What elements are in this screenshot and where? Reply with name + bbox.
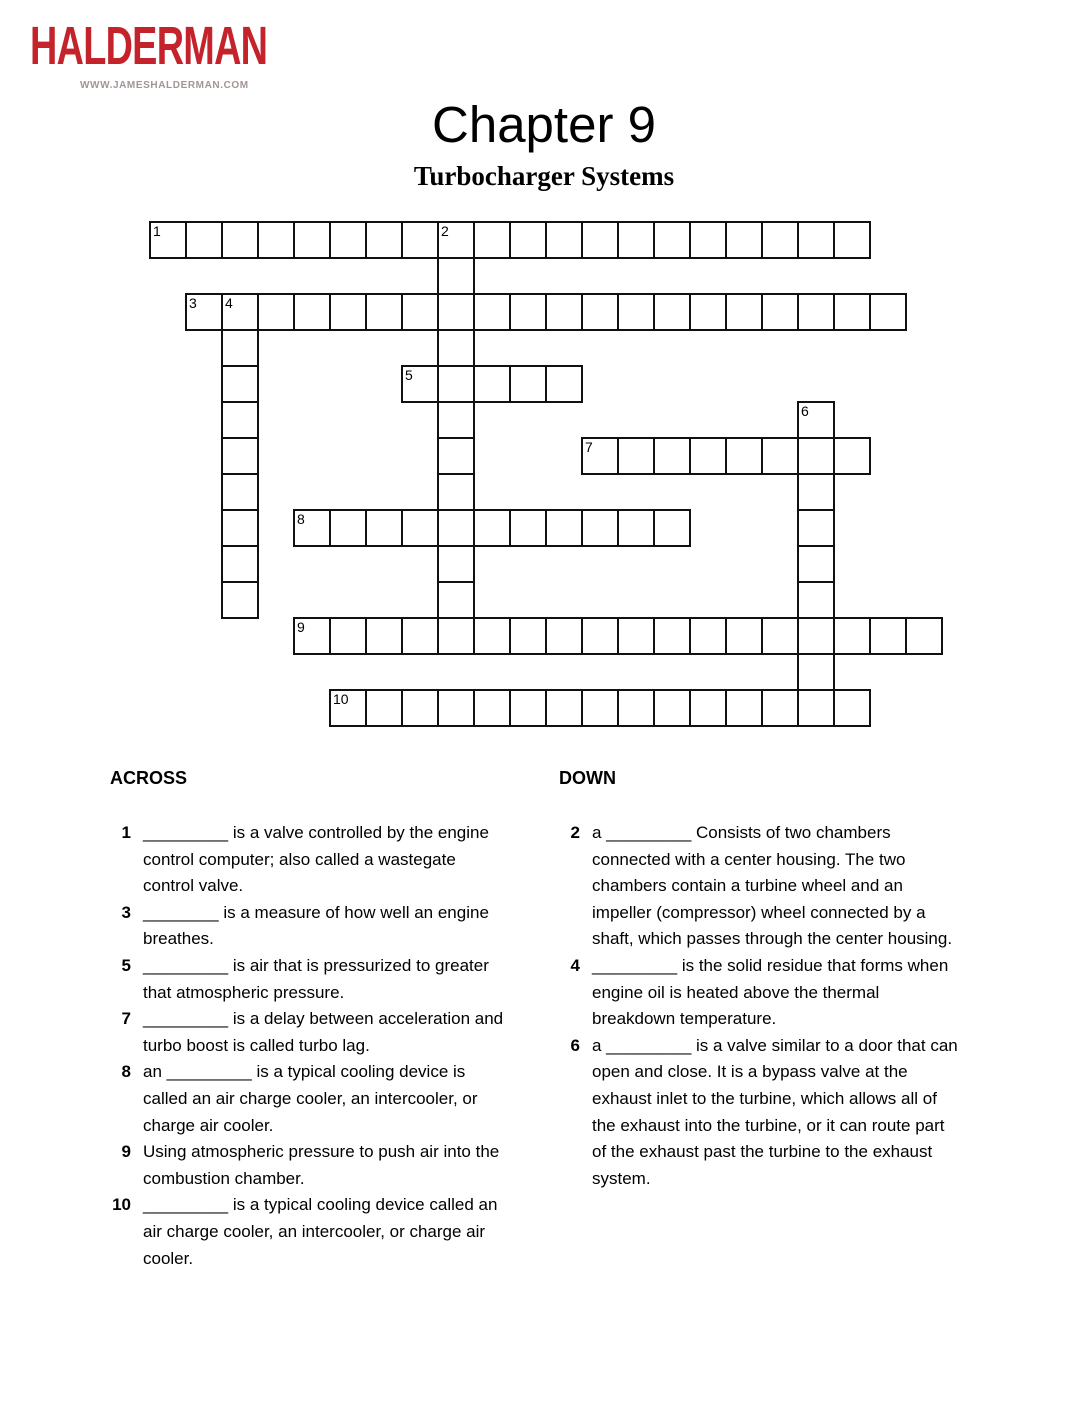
clue-number: 7	[121, 1009, 131, 1029]
clue-number: 9	[121, 1142, 131, 1162]
cell-separator	[293, 223, 295, 257]
cell-separator	[725, 691, 727, 725]
clue-number: 4	[570, 955, 580, 975]
cell-separator	[223, 473, 257, 475]
cell-separator	[509, 619, 511, 653]
cell-separator	[437, 691, 439, 725]
across-clue-7	[100, 1006, 520, 1059]
cell-separator	[509, 295, 511, 329]
cell-separator	[545, 691, 547, 725]
cell-separator	[545, 619, 547, 653]
cell-separator	[223, 581, 257, 583]
cell-separator	[509, 511, 511, 545]
cell-separator	[617, 691, 619, 725]
cell-separator	[725, 439, 727, 473]
clue-text: _________ is a delay between acceleration and turbo boost is called turbo lag.	[143, 1009, 504, 1055]
cell-separator	[509, 367, 511, 401]
cell-separator	[223, 365, 257, 367]
cell-separator	[437, 511, 439, 545]
cell-separator	[869, 619, 871, 653]
across-clues-section	[100, 768, 520, 1272]
cell-separator	[617, 295, 619, 329]
clue-number: 6	[570, 1035, 580, 1055]
cell-separator	[439, 437, 473, 439]
cell-separator	[799, 581, 833, 583]
cell-separator	[365, 619, 367, 653]
across-clue-1	[100, 820, 520, 900]
logo-website-text: WWW.JAMESHALDERMAN.COM	[80, 80, 249, 91]
cell-separator	[365, 511, 367, 545]
cell-number-7: 7	[585, 439, 593, 455]
page-subtitle: Turbocharger Systems	[413, 161, 675, 191]
cell-number-4: 4	[225, 295, 233, 311]
clue-number: 5	[121, 955, 131, 975]
word-2-down[interactable]	[437, 221, 475, 655]
cell-separator	[473, 295, 475, 329]
cell-separator	[761, 619, 763, 653]
cell-number-8: 8	[297, 511, 305, 527]
cell-separator	[617, 223, 619, 257]
cell-separator	[329, 619, 331, 653]
cell-separator	[439, 581, 473, 583]
across-clue-3	[100, 900, 520, 953]
word-8-across[interactable]	[293, 509, 691, 547]
cell-separator	[689, 619, 691, 653]
across-clue-10	[100, 1192, 520, 1272]
word-5-across[interactable]	[401, 365, 583, 403]
word-1-across[interactable]	[149, 221, 871, 259]
cell-separator	[223, 329, 257, 331]
cell-separator	[509, 691, 511, 725]
cell-separator	[473, 511, 475, 545]
clue-number: 10	[112, 1195, 131, 1215]
cell-separator	[833, 223, 835, 257]
across-clue-5	[100, 953, 520, 1006]
cell-separator	[545, 295, 547, 329]
across-clue-9	[100, 1139, 520, 1192]
cell-separator	[293, 295, 295, 329]
cell-separator	[833, 295, 835, 329]
cell-separator	[617, 511, 619, 545]
word-3-across[interactable]	[185, 293, 907, 331]
word-9-across[interactable]	[293, 617, 943, 655]
cell-separator	[581, 295, 583, 329]
cell-separator	[617, 619, 619, 653]
down-heading: DOWN	[559, 768, 616, 788]
logo-brand-text: HALDERMAN	[30, 16, 268, 76]
cell-separator	[799, 509, 833, 511]
crossword-grid	[150, 222, 942, 726]
cell-separator	[725, 295, 727, 329]
across-heading: ACROSS	[110, 768, 188, 788]
word-4-down[interactable]	[221, 293, 259, 619]
across-clue-8	[100, 1059, 520, 1139]
page-title: Chapter 9	[432, 96, 656, 153]
cell-separator	[725, 223, 727, 257]
clue-text: a _________ Consists of two chambers connected with a center housing. The two chambers contain a turbine wheel and an impeller (compressor) wheel connected by a shaft, which passes through the center housing.	[592, 823, 953, 949]
cell-separator	[797, 619, 799, 653]
cell-separator	[653, 619, 655, 653]
cell-separator	[437, 619, 439, 653]
cell-separator	[365, 295, 367, 329]
cell-separator	[223, 545, 257, 547]
cell-number-1: 1	[153, 223, 161, 239]
cell-separator	[761, 223, 763, 257]
cell-separator	[797, 223, 799, 257]
cell-separator	[833, 619, 835, 653]
cell-separator	[223, 437, 257, 439]
cell-number-10: 10	[333, 691, 349, 707]
cell-separator	[653, 223, 655, 257]
cell-separator	[761, 691, 763, 725]
clue-text: Using atmospheric pressure to push air into the combustion chamber.	[143, 1142, 500, 1188]
down-clue-6	[549, 1033, 969, 1193]
clue-number: 3	[121, 902, 131, 922]
down-clues-section	[549, 768, 969, 1192]
cell-separator	[329, 223, 331, 257]
cell-separator	[797, 691, 799, 725]
cell-separator	[689, 691, 691, 725]
halderman-logo	[30, 16, 290, 97]
cell-separator	[833, 439, 835, 473]
cell-separator	[869, 295, 871, 329]
cell-separator	[905, 619, 907, 653]
cell-separator	[761, 439, 763, 473]
cell-separator	[581, 691, 583, 725]
cell-separator	[545, 367, 547, 401]
cell-separator	[689, 439, 691, 473]
clue-text: _________ is a typical cooling device called an air charge cooler, an intercooler, or charge air cooler.	[143, 1195, 498, 1268]
cell-separator	[509, 223, 511, 257]
word-10-across[interactable]	[329, 689, 871, 727]
cell-separator	[439, 473, 473, 475]
cell-separator	[401, 691, 403, 725]
cell-separator	[653, 295, 655, 329]
cell-separator	[833, 691, 835, 725]
cell-separator	[725, 619, 727, 653]
cell-separator	[365, 223, 367, 257]
cell-number-5: 5	[405, 367, 413, 383]
cell-separator	[437, 367, 439, 401]
cell-separator	[653, 439, 655, 473]
cell-separator	[473, 691, 475, 725]
cell-separator	[401, 223, 403, 257]
cell-separator	[581, 223, 583, 257]
down-clue-list	[549, 820, 969, 1192]
cell-separator	[799, 545, 833, 547]
cell-number-9: 9	[297, 619, 305, 635]
cell-separator	[545, 511, 547, 545]
cell-separator	[401, 295, 403, 329]
cell-separator	[185, 223, 187, 257]
clue-text: _________ is the solid residue that forms when engine oil is heated above the thermal breakdown temperature.	[592, 955, 949, 1029]
cell-separator	[329, 511, 331, 545]
cell-separator	[223, 509, 257, 511]
clue-text: _________ is a valve controlled by the engine control computer; also called a wastegate control valve.	[143, 823, 489, 896]
word-7-across[interactable]	[581, 437, 871, 475]
cell-separator	[653, 691, 655, 725]
cell-separator	[689, 223, 691, 257]
cell-number-2: 2	[441, 223, 449, 239]
clue-number: 8	[121, 1062, 131, 1082]
cell-separator	[581, 511, 583, 545]
cell-separator	[473, 619, 475, 653]
cell-separator	[401, 511, 403, 545]
clue-text: a _________ is a valve similar to a door that can open and close. It is a bypass valve at the exhaust inlet to the turbine, which allows all of the exhaust into the turbine, or it can route part of the exhaust past the turbine to the exhaust system.	[592, 1035, 958, 1188]
cell-number-3: 3	[189, 295, 197, 311]
cell-separator	[797, 439, 799, 473]
cell-separator	[689, 295, 691, 329]
clue-text: ________ is a measure of how well an engine breathes.	[143, 902, 489, 949]
cell-separator	[329, 295, 331, 329]
cell-separator	[365, 691, 367, 725]
clue-text: _________ is air that is pressurized to greater that atmospheric pressure.	[143, 955, 489, 1002]
cell-separator	[221, 223, 223, 257]
cell-separator	[473, 367, 475, 401]
down-clue-2	[549, 820, 969, 953]
across-clue-list	[100, 820, 520, 1272]
cell-separator	[439, 257, 473, 259]
cell-separator	[257, 223, 259, 257]
cell-separator	[617, 439, 619, 473]
cell-separator	[437, 295, 439, 329]
cell-separator	[761, 295, 763, 329]
cell-separator	[653, 511, 655, 545]
cell-separator	[797, 295, 799, 329]
clue-text: an _________ is a typical cooling device is called an air charge cooler, an intercooler, or charge air cooler.	[143, 1062, 478, 1135]
cell-separator	[223, 401, 257, 403]
cell-separator	[581, 619, 583, 653]
cell-number-6: 6	[801, 403, 809, 419]
down-clue-4	[549, 953, 969, 1033]
cell-separator	[545, 223, 547, 257]
clue-number: 2	[570, 823, 580, 842]
clue-number: 1	[121, 823, 131, 842]
cell-separator	[401, 619, 403, 653]
